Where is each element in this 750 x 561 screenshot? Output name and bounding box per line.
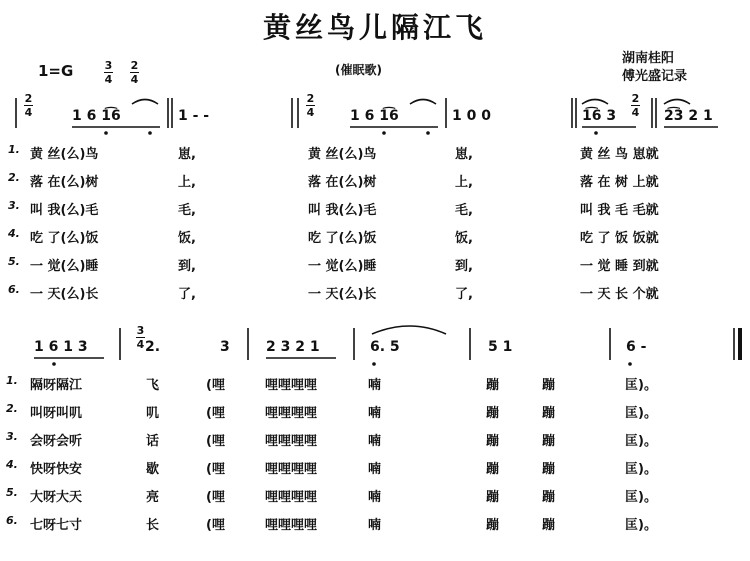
lyric: 叫 我(么)毛 xyxy=(308,203,377,218)
subtitle: (催眠歌) xyxy=(335,63,382,77)
lyric: 飞 xyxy=(146,378,160,393)
lyric: 蹦 xyxy=(486,406,500,421)
verse-number: 4. xyxy=(6,458,18,471)
lyric: 长 xyxy=(146,518,160,533)
lyric: 喃 xyxy=(368,434,382,449)
source-recorder: 傅光盛记录 xyxy=(622,69,688,84)
s2-measure-2: 2. xyxy=(145,339,161,355)
lyric: (哩 xyxy=(206,462,225,477)
octave-dot xyxy=(426,131,430,135)
lyric: 隔呀隔江 xyxy=(30,378,83,393)
lyric: 哩哩哩哩 xyxy=(265,406,318,421)
lyric: 一 天(么)长 xyxy=(30,287,99,302)
s1-measure-4: 1 0 0 xyxy=(452,108,491,124)
tie xyxy=(664,100,690,105)
lyric: 匡)。 xyxy=(625,434,657,449)
lyric: 到, xyxy=(178,259,196,274)
lyric: 饭, xyxy=(455,231,473,246)
lyric: (哩 xyxy=(206,490,225,505)
verse-number: 3. xyxy=(8,199,20,212)
lyric: 哩哩哩哩 xyxy=(265,518,318,533)
lyric: 叫呀叫叽 xyxy=(30,406,83,421)
lyric: 叽 xyxy=(146,406,160,421)
lyric: 蹦 xyxy=(486,378,500,393)
lyric: 亮 xyxy=(146,490,160,505)
octave-dot xyxy=(594,131,598,135)
s2-measure-5: 6. 5 xyxy=(370,339,400,355)
lyric: 会呀会听 xyxy=(30,434,83,449)
time-signature-2-4: 2 4 xyxy=(130,59,139,86)
tie xyxy=(372,326,446,334)
s1-time-change-a: 2 4 xyxy=(24,92,33,119)
lyric: 蹦 xyxy=(542,518,556,533)
lyric: (哩 xyxy=(206,518,225,533)
s2-measure-7: 6 - xyxy=(626,339,647,355)
lyric: 叫 我(么)毛 xyxy=(30,203,99,218)
lyric: 哩哩哩哩 xyxy=(265,378,318,393)
octave-dot xyxy=(628,362,632,366)
s2-measure-6: 5 1 xyxy=(488,339,513,355)
lyric: (哩 xyxy=(206,378,225,393)
lyric: 吃 了 饭 饭就 xyxy=(580,231,659,246)
s2-measure-3: 3 xyxy=(220,339,230,355)
tie xyxy=(132,100,158,105)
s2-measure-1: 1 6 1 3 xyxy=(34,339,88,355)
octave-dot xyxy=(148,131,152,135)
lyric: 上, xyxy=(455,175,473,190)
lyric: 吃 了(么)饭 xyxy=(308,231,377,246)
s1-measure-5: 1͡6 3 xyxy=(582,108,617,124)
s2-measure-4: 2 3 2 1 xyxy=(266,339,320,355)
lyric: (哩 xyxy=(206,434,225,449)
lyric: 哩哩哩哩 xyxy=(265,434,318,449)
lyric: 毛, xyxy=(455,203,473,218)
lyric: 蹦 xyxy=(542,406,556,421)
lyric: 饭, xyxy=(178,231,196,246)
lyric: 话 xyxy=(146,434,160,449)
lyric: 匡)。 xyxy=(625,378,657,393)
lyric: 喃 xyxy=(368,462,382,477)
verse-number: 5. xyxy=(6,486,18,499)
lyric: 黄 丝(么)鸟 xyxy=(30,147,99,162)
lyric: 吃 了(么)饭 xyxy=(30,231,99,246)
lyric: (哩 xyxy=(206,406,225,421)
lyric: 蹦 xyxy=(542,490,556,505)
lyric: 喃 xyxy=(368,490,382,505)
s2-time-change: 3 4 xyxy=(136,324,145,351)
verse-number: 3. xyxy=(6,430,18,443)
s1-time-change-b: 2 4 xyxy=(306,92,315,119)
lyric: 蹦 xyxy=(542,378,556,393)
lyric: 落 在(么)树 xyxy=(308,175,377,190)
verse-number: 4. xyxy=(8,227,20,240)
verse-number: 1. xyxy=(6,374,18,387)
octave-dot xyxy=(52,362,56,366)
lyric: 叫 我 毛 毛就 xyxy=(580,203,659,218)
lyric: 毛, xyxy=(178,203,196,218)
lyric: 蹦 xyxy=(486,490,500,505)
lyric: 大呀大天 xyxy=(30,490,83,505)
lyric: 一 天(么)长 xyxy=(308,287,377,302)
tie xyxy=(410,100,436,105)
lyric: 喃 xyxy=(368,406,382,421)
lyric: 上, xyxy=(178,175,196,190)
lyric: 喃 xyxy=(368,378,382,393)
s1-measure-2: 1 - - xyxy=(178,108,210,124)
lyric: 崽, xyxy=(455,147,473,162)
s1-time-change-c: 2 4 xyxy=(631,92,640,119)
song-title: 黄丝鸟儿隔江飞 xyxy=(262,11,487,44)
lyric: 蹦 xyxy=(542,462,556,477)
lyric: 蹦 xyxy=(542,434,556,449)
octave-dot xyxy=(104,131,108,135)
lyric: 蹦 xyxy=(486,518,500,533)
s1-measure-1: 1 6 1͡6 xyxy=(72,108,121,124)
verse-number: 6. xyxy=(6,514,18,527)
source-region: 湖南桂阳 xyxy=(622,51,675,66)
lyric: 落 在 树 上就 xyxy=(580,175,659,190)
lyric: 喃 xyxy=(368,518,382,533)
lyric: 黄 丝(么)鸟 xyxy=(308,147,377,162)
lyric: 一 天 长 个就 xyxy=(580,287,659,302)
tie xyxy=(582,100,608,105)
verse-number: 2. xyxy=(8,171,20,184)
time-signature-3-4: 3 4 xyxy=(104,59,113,86)
lyric: 匡)。 xyxy=(625,462,657,477)
verse-number: 5. xyxy=(8,255,20,268)
lyric: 匡)。 xyxy=(625,490,657,505)
verse-number: 1. xyxy=(8,143,20,156)
key-signature: 1=G xyxy=(38,62,74,80)
octave-dot xyxy=(372,362,376,366)
verse-number: 2. xyxy=(6,402,18,415)
lyric: 落 在(么)树 xyxy=(30,175,99,190)
lyric: 快呀快安 xyxy=(30,462,83,477)
lyric: 了, xyxy=(455,287,473,302)
lyric: 七呀七寸 xyxy=(30,518,83,533)
lyric: 了, xyxy=(178,287,196,302)
lyric: 一 觉(么)睡 xyxy=(308,259,377,274)
lyric: 黄 丝 鸟 崽就 xyxy=(580,147,659,162)
lyric: 崽, xyxy=(178,147,196,162)
octave-dot xyxy=(382,131,386,135)
lyric: 到, xyxy=(455,259,473,274)
lyric: 哩哩哩哩 xyxy=(265,462,318,477)
lyric: 匡)。 xyxy=(625,406,657,421)
s1-measure-6: 2͡3 2 1 xyxy=(664,108,713,124)
lyric: 蹦 xyxy=(486,434,500,449)
lyric: 匡)。 xyxy=(625,518,657,533)
lyric: 哩哩哩哩 xyxy=(265,490,318,505)
s1-measure-3: 1 6 1͡6 xyxy=(350,108,399,124)
lyric: 歇 xyxy=(146,462,160,477)
lyric: 一 觉(么)睡 xyxy=(30,259,99,274)
lyric: 一 觉 睡 到就 xyxy=(580,259,659,274)
verse-number: 6. xyxy=(8,283,20,296)
lyric: 蹦 xyxy=(486,462,500,477)
